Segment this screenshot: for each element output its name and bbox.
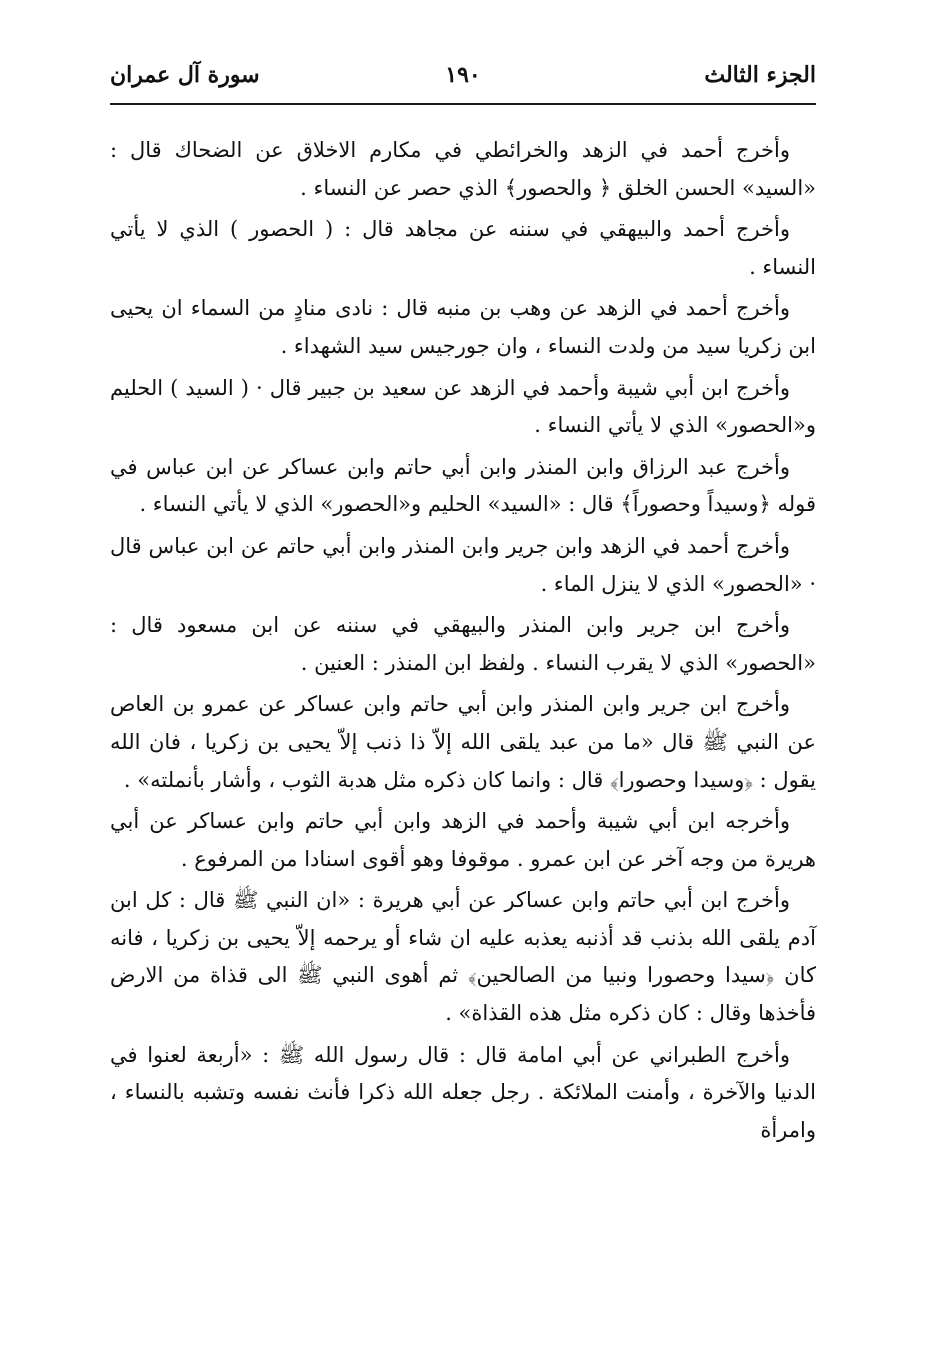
paragraph: وأخرج ابن أبي شيبة وأحمد في الزهد عن سعيد بن جبير قال · ( السيد ) الحليم و«الحصور» الذي لا يأتي النساء . [110, 375, 816, 438]
paragraph: وأخرج أحمد في الزهد والخرائطي في مكارم الاخلاق عن الضحاك قال : «السيد» الحسن الخلق ﴿ والحصور﴾ الذي حصر عن النساء . [110, 138, 816, 200]
paragraph: وأخرجه ابن أبي شيبة وأحمد في الزهد وابن أبي حاتم وابن عساكر عن أبي هريرة من وجه آخر عن ابن عمرو . موقوفا وهو أقوى اسنادا من المرفوع . [110, 809, 816, 871]
paragraph: وأخرج ابن أبي حاتم وابن عساكر عن أبي هريرة : «ان النبي ﷺ قال : كل ابن آدم يلقى الله بذنب قد أذنبه يعذبه عليه ان شاء أو يرحمه إلاّ يحيى بن زكريا ، فانه كان ﴿سيدا وحصورا ونبيا من الصالحين﴾ ثم أهوى النبي ﷺ الى قذاة من الارض فأخذها وقال : كان ذكره مثل هذه القذاة» . [110, 888, 816, 1026]
surah-title: سورة آل عمران [110, 62, 260, 88]
paragraph: وأخرج الطبراني عن أبي امامة قال : قال رسول الله ﷺ : «أربعة لعنوا في الدنيا والآخرة ، وأمنت الملائكة . رجل جعله الله ذكرا فأنث نفسه وتشبه بالنساء ، وامرأة [110, 1042, 816, 1142]
header-rule [110, 103, 816, 105]
paragraph: وأخرج أحمد في الزهد وابن جرير وابن المنذر وابن أبي حاتم عن ابن عباس قال · «الحصور» الذي لا ينزل الماء . [110, 533, 816, 596]
part-title: الجزء الثالث [704, 62, 816, 88]
page-number: ١٩٠ [445, 62, 481, 88]
paragraph: وأخرج أحمد والبيهقي في سننه عن مجاهد قال : ( الحصور ) الذي لا يأتي النساء . [110, 217, 816, 279]
paragraph: وأخرج ابن جرير وابن المنذر والبيهقي في سننه عن ابن مسعود قال : «الحصور» الذي لا يقرب النساء . ولفظ ابن المنذر : العنين . [110, 613, 816, 675]
paragraph: وأخرج ابن جرير وابن المنذر وابن أبي حاتم وابن عساكر عن عمرو بن العاص عن النبي ﷺ قال «ما من عبد يلقى الله إلاّ ذا ذنب إلاّ يحيى بن زكريا ، فان الله يقول : ﴿وسيدا وحصورا﴾ قال : وانما كان ذكره مثل هدبة الثوب ، وأشار بأنملته» . [110, 692, 816, 792]
paragraph: وأخرج أحمد في الزهد عن وهب بن منبه قال : نادى منادٍ من السماء ان يحيى ابن زكريا سيد من ولدت النساء ، وان جورجيس سيد الشهداء . [110, 296, 816, 358]
page-body [110, 132, 816, 1153]
paragraph: وأخرج عبد الرزاق وابن المنذر وابن أبي حاتم وابن عساكر عن ابن عباس في قوله ﴿وسيداً وحصوراً﴾ قال : «السيد» الحليم و«الحصور» الذي لا يأتي النساء . [110, 454, 816, 517]
page-header [110, 58, 816, 98]
